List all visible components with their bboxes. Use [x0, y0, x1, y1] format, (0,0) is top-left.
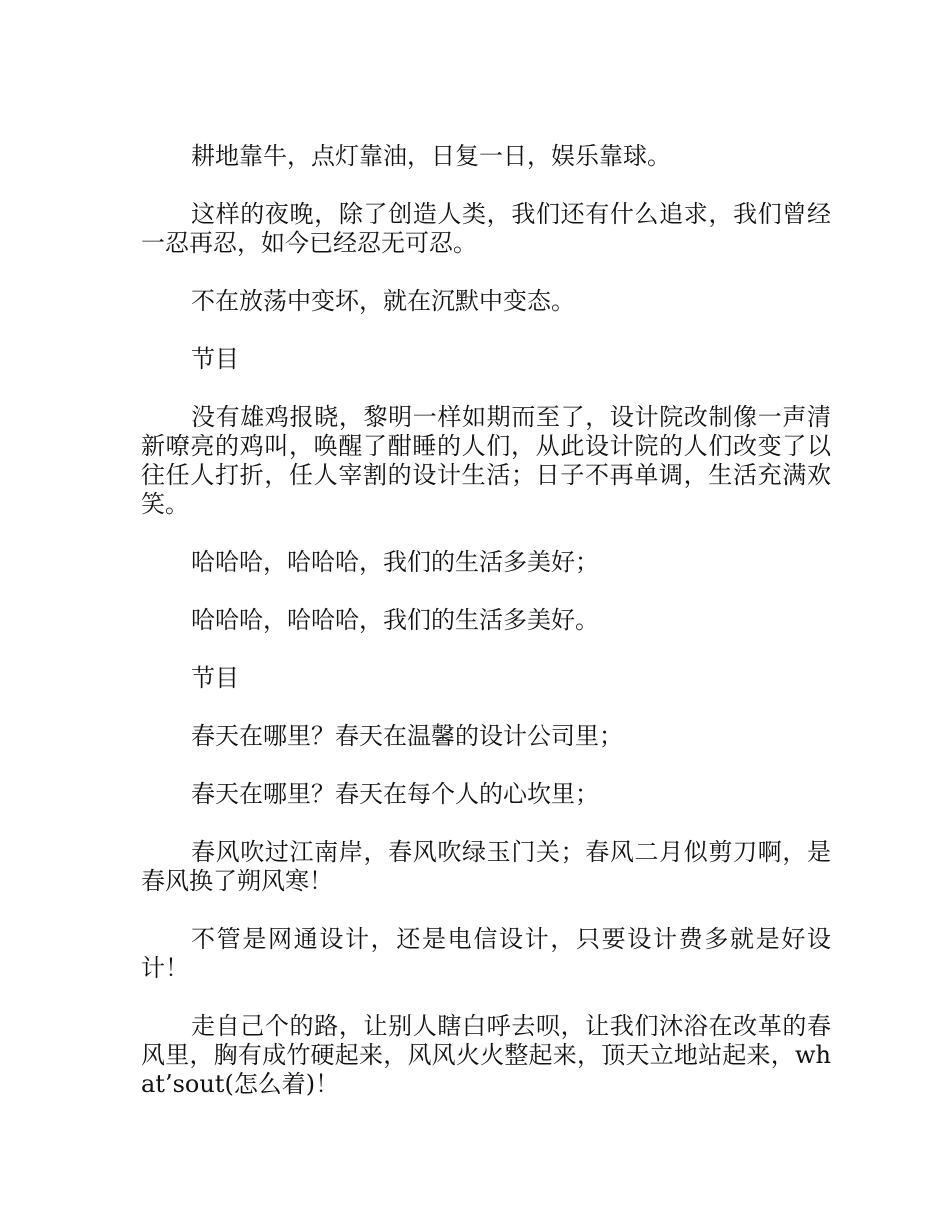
section-heading: 节目 [191, 345, 239, 373]
section-heading: 节目 [191, 664, 239, 692]
paragraph: 春风吹过江南岸，春风吹绿玉门关；春风二月似剪刀啊，是春风换了朔风寒！ [141, 838, 831, 895]
paragraph: 走自己个的路，让别人瞎白呼去呗，让我们沐浴在改革的春风里，胸有成竹硬起来，风风火火整起来，顶天立地站起来，what’sout(怎么着)！ [141, 1012, 831, 1098]
paragraph: 耕地靠牛，点灯靠油，日复一日，娱乐靠球。 [191, 142, 671, 170]
paragraph: 没有雄鸡报晓，黎明一样如期而至了，设计院改制像一声清新嘹亮的鸡叫，唤醒了酣睡的人们，从此设计院的人们改变了以往任人打折，任人宰割的设计生活；日子不再单调，生活充满欢笑。 [141, 403, 831, 518]
document-body [141, 142, 831, 1128]
paragraph: 哈哈哈，哈哈哈，我们的生活多美好。 [191, 606, 599, 634]
paragraph: 这样的夜晚，除了创造人类，我们还有什么追求，我们曾经一忍再忍，如今已经忍无可忍。 [141, 200, 831, 257]
paragraph: 哈哈哈，哈哈哈，我们的生活多美好； [191, 548, 599, 576]
paragraph: 春天在哪里？春天在每个人的心坎里； [191, 780, 599, 808]
paragraph: 春天在哪里？春天在温馨的设计公司里； [191, 722, 623, 750]
paragraph: 不管是网通设计，还是电信设计，只要设计费多就是好设计！ [141, 925, 831, 982]
paragraph: 不在放荡中变坏，就在沉默中变态。 [191, 287, 575, 315]
